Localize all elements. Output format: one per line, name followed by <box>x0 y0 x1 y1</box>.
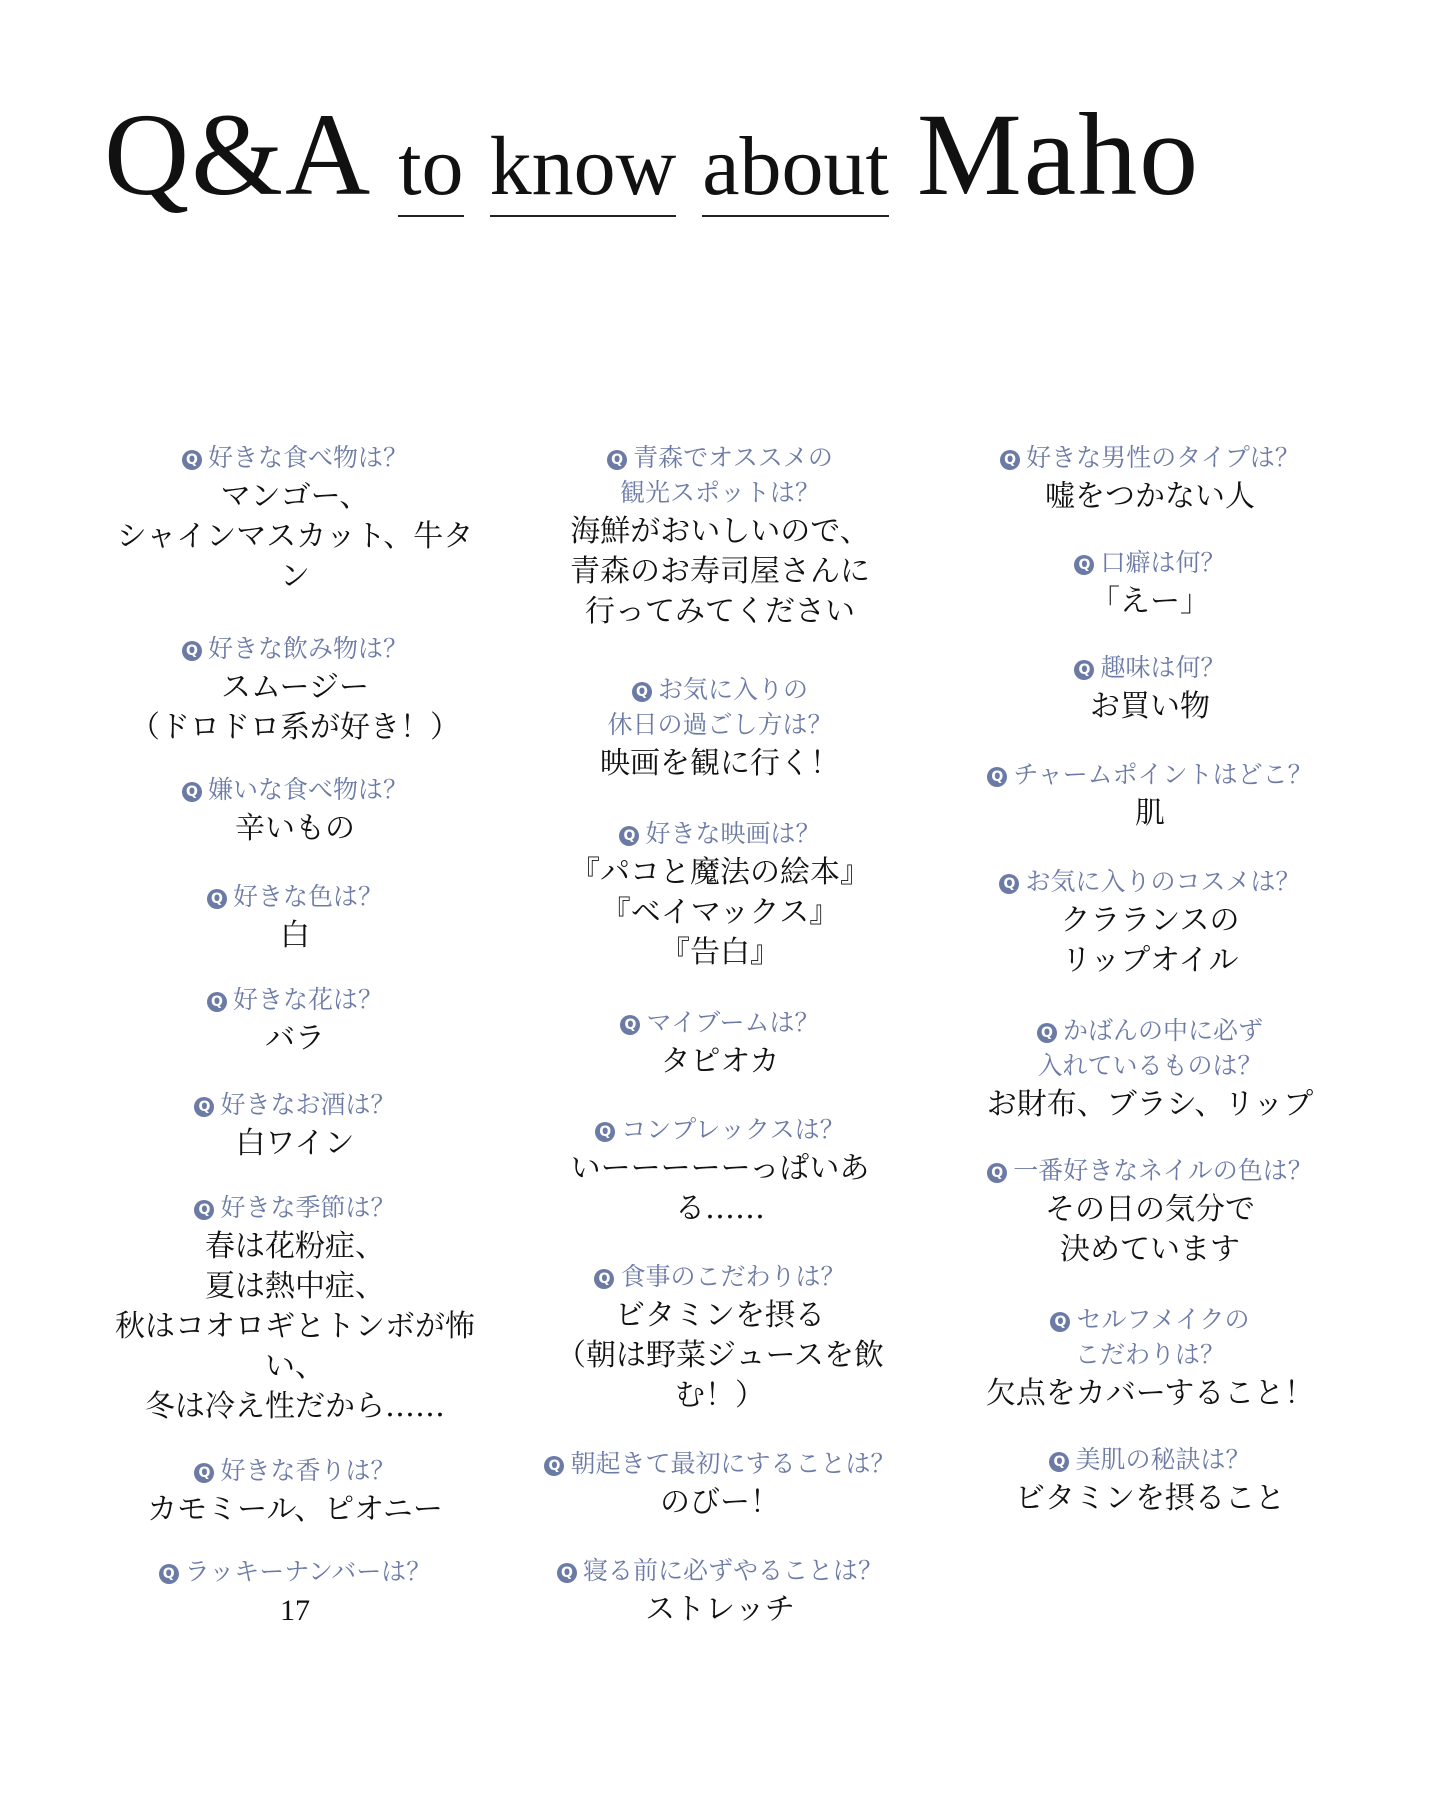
q-badge-icon: Q <box>182 641 202 661</box>
question <box>530 1446 910 1481</box>
question-text: 嫌いな食べ物は？ <box>207 775 408 804</box>
q-badge-icon: Q <box>182 450 202 470</box>
qa-item <box>960 1442 1340 1519</box>
answer: 白 <box>280 918 310 953</box>
question <box>105 1554 485 1589</box>
question <box>530 1112 910 1147</box>
answer: ストレッチ <box>645 1592 795 1627</box>
question <box>530 1005 910 1040</box>
question <box>105 879 485 914</box>
question <box>530 440 910 510</box>
question-text: チャームポイントはどこ？ <box>1013 760 1313 789</box>
qa-column-2 <box>530 412 910 1630</box>
question-text: 好きな色は？ <box>232 882 383 911</box>
q-badge-icon: Q <box>544 1456 564 1476</box>
answer: 辛いもの <box>235 811 355 846</box>
question <box>105 1190 485 1225</box>
question-text: かばんの中に必ず 入れているものは？ <box>1037 1016 1263 1080</box>
question-text: 一番好きなネイルの色は？ <box>1013 1156 1313 1185</box>
qa-item <box>530 1259 910 1416</box>
answer: 肌 <box>1135 796 1165 831</box>
q-badge-icon: Q <box>1000 450 1020 470</box>
answer: 「えー」 <box>1090 584 1210 619</box>
qa-item <box>530 816 910 973</box>
question-text: 好きなお酒は？ <box>220 1090 396 1119</box>
question <box>960 1302 1340 1372</box>
qa-item <box>960 1302 1340 1414</box>
qa-item <box>530 1112 910 1229</box>
question <box>105 1087 485 1122</box>
answer: カモミール、ピオニー <box>147 1492 443 1527</box>
title-qa: Q&A <box>104 89 373 220</box>
answer: ビタミンを摂ること <box>1015 1481 1285 1516</box>
q-badge-icon: Q <box>182 782 202 802</box>
answer: いーーーーーっぱいある…… <box>570 1151 870 1226</box>
qa-item <box>530 672 910 784</box>
qa-item <box>105 1453 485 1530</box>
question <box>105 1453 485 1488</box>
question-text: セルフメイクの こだわりは？ <box>1074 1305 1250 1369</box>
q-badge-icon: Q <box>194 1200 214 1220</box>
question-text: お気に入りのコスメは？ <box>1025 867 1301 896</box>
qa-item <box>960 650 1340 727</box>
title-name: Maho <box>916 89 1201 220</box>
question <box>105 982 485 1017</box>
q-badge-icon: Q <box>632 682 652 702</box>
question <box>960 1013 1340 1083</box>
qa-item <box>530 440 910 632</box>
q-badge-icon: Q <box>1074 660 1094 680</box>
qa-item <box>960 440 1340 517</box>
question <box>530 1259 910 1294</box>
q-badge-icon: Q <box>194 1463 214 1483</box>
qa-item <box>960 1153 1340 1270</box>
answer: のびー！ <box>660 1485 780 1520</box>
qa-item <box>960 545 1340 622</box>
title-about: about <box>702 125 889 217</box>
question-text: 好きな香りは？ <box>220 1456 396 1485</box>
qa-item <box>105 1190 485 1427</box>
answer: タピオカ <box>660 1044 780 1079</box>
title-know: know <box>490 125 677 217</box>
q-badge-icon: Q <box>999 874 1019 894</box>
question <box>530 1553 910 1588</box>
q-badge-icon: Q <box>620 1015 640 1035</box>
question <box>530 672 910 742</box>
q-badge-icon: Q <box>1049 1452 1069 1472</box>
q-badge-icon: Q <box>557 1563 577 1583</box>
qa-item <box>105 1087 485 1164</box>
q-badge-icon: Q <box>987 1163 1007 1183</box>
q-badge-icon: Q <box>207 992 227 1012</box>
qa-item <box>105 1554 485 1631</box>
qa-item <box>105 772 485 849</box>
question-text: 食事のこだわりは？ <box>620 1262 846 1291</box>
question <box>960 650 1340 685</box>
q-badge-icon: Q <box>619 826 639 846</box>
question <box>960 864 1340 899</box>
page-title <box>104 89 1201 220</box>
question <box>960 1442 1340 1477</box>
answer: 春は花粉症、 夏は熱中症、 秋はコオロギとトンボが怖い、 冬は冷え性だから…… <box>115 1229 475 1424</box>
q-badge-icon: Q <box>595 1122 615 1142</box>
q-badge-icon: Q <box>1037 1023 1057 1043</box>
answer: 映画を観に行く！ <box>600 746 840 781</box>
question-text: 好きな季節は？ <box>220 1193 396 1222</box>
question-text: お気に入りの 休日の過ごし方は？ <box>607 675 833 739</box>
qa-item <box>530 1446 910 1523</box>
question-text: 美肌の秘訣は？ <box>1075 1445 1251 1474</box>
answer: お財布、ブラシ、リップ <box>986 1087 1314 1122</box>
question-text: 口癖は何？ <box>1100 548 1226 577</box>
answer: バラ <box>265 1021 325 1056</box>
question-text: 好きな飲み物は？ <box>207 634 408 663</box>
q-badge-icon: Q <box>594 1269 614 1289</box>
qa-item <box>105 440 485 597</box>
answer: 17 <box>280 1594 310 1627</box>
answer: ビタミンを摂る （朝は野菜ジュースを飲む！） <box>556 1298 884 1413</box>
question <box>960 1153 1340 1188</box>
question-text: 好きな食べ物は？ <box>207 443 408 472</box>
answer: 白ワイン <box>235 1126 355 1161</box>
answer: スムージー （ドロドロ系が好き！） <box>130 670 460 745</box>
question-text: コンプレックスは？ <box>621 1115 845 1144</box>
question-text: 朝起きて最初にすることは？ <box>570 1449 896 1478</box>
answer: 嘘をつかない人 <box>1045 479 1255 514</box>
title-to: to <box>398 125 463 217</box>
question <box>960 440 1340 475</box>
question-text: ラッキーナンバーは？ <box>184 1557 432 1586</box>
qa-item <box>105 631 485 748</box>
qa-item <box>960 1013 1340 1125</box>
qa-item <box>960 757 1340 834</box>
answer: マンゴー、 シャインマスカット、牛タン <box>116 479 474 594</box>
qa-item <box>105 982 485 1059</box>
answer: 欠点をカバーすること！ <box>985 1376 1315 1411</box>
qa-column-1 <box>105 412 485 1631</box>
q-badge-icon: Q <box>194 1097 214 1117</box>
question <box>960 545 1340 580</box>
question-text: 青森でオススメの 観光スポットは？ <box>619 443 833 507</box>
question <box>105 440 485 475</box>
q-badge-icon: Q <box>1050 1312 1070 1332</box>
qa-column-3 <box>960 412 1340 1519</box>
q-badge-icon: Q <box>987 767 1007 787</box>
q-badge-icon: Q <box>159 1564 179 1584</box>
answer: 『パコと魔法の絵本』 『ベイマックス』 『告白』 <box>570 855 870 970</box>
question <box>960 757 1340 792</box>
q-badge-icon: Q <box>1074 555 1094 575</box>
q-badge-icon: Q <box>207 889 227 909</box>
qa-item <box>530 1553 910 1630</box>
question <box>105 631 485 666</box>
question <box>105 772 485 807</box>
question-text: 好きな映画は？ <box>645 819 821 848</box>
qa-item <box>960 864 1340 981</box>
question <box>530 816 910 851</box>
qa-item <box>530 1005 910 1082</box>
answer: その日の気分で 決めています <box>1045 1192 1255 1267</box>
answer: お買い物 <box>1090 689 1210 724</box>
question-text: マイブームは？ <box>646 1008 820 1037</box>
q-badge-icon: Q <box>607 450 627 470</box>
question-text: 好きな花は？ <box>232 985 383 1014</box>
question-text: 好きな男性のタイプは？ <box>1026 443 1300 472</box>
qa-item <box>105 879 485 956</box>
question-text: 寝る前に必ずやることは？ <box>582 1556 883 1585</box>
answer: 海鮮がおいしいので、 青森のお寿司屋さんに 行ってみてください <box>570 514 870 629</box>
question-text: 趣味は何？ <box>1100 653 1226 682</box>
answer: クラランスの リップオイル <box>1060 903 1240 978</box>
